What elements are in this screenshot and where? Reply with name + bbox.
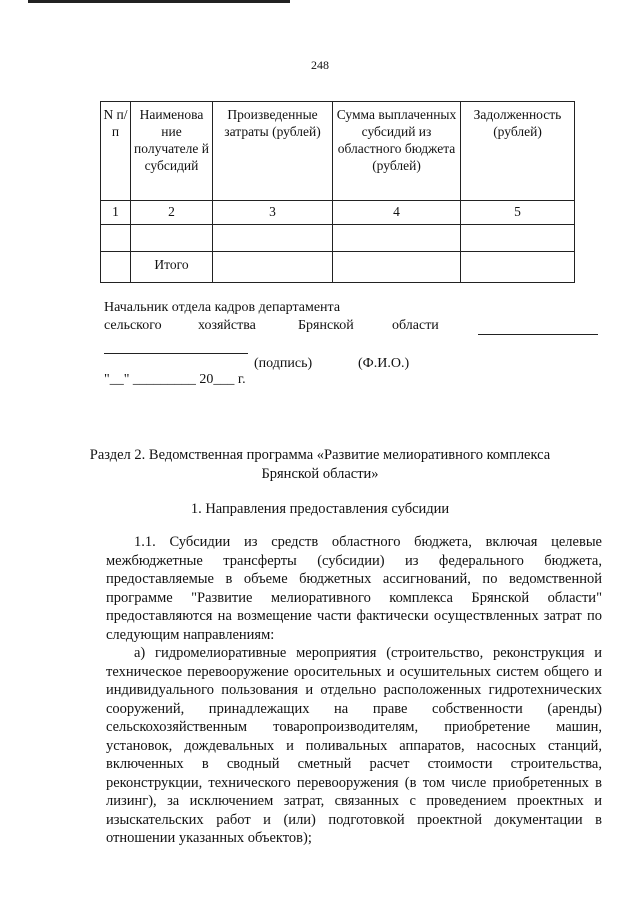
signature-word: Брянской <box>298 318 354 333</box>
paragraph-1-1: 1.1. Субсидии из средств областного бюджета, включая целевые межбюджетные трансферты (субсидии) из федерального бюджета, предоставляемые в объеме бюджетных ассигнований, по ведомственной программе "Развитие мелиоративного комплекса Брянской области" предоставляются на возмещение части фактически осуществленных затрат по следующим направлениям: <box>106 534 602 643</box>
table-cell <box>461 225 575 252</box>
table-cell <box>101 252 131 283</box>
table-empty-row <box>101 225 575 252</box>
total-label: Итого <box>131 252 213 283</box>
table-cell <box>131 225 213 252</box>
table-number-row <box>101 201 575 225</box>
signature-position-line1: Начальник отдела кадров департамента <box>104 300 341 315</box>
sign-label: (подпись) <box>254 356 313 371</box>
subsidy-table <box>100 101 575 283</box>
table-cell <box>101 225 131 252</box>
number-cell: 4 <box>333 201 461 225</box>
table-cell <box>461 252 575 283</box>
number-cell: 1 <box>101 201 131 225</box>
number-cell: 3 <box>213 201 333 225</box>
header-cell: N п/п <box>101 102 131 201</box>
paragraph-a: а) гидромелиоративные мероприятия (строительство, реконструкция и техническое перевооружение оросительных и осушительных систем общего и индивидуального пользования и отдельно расположенных гидротехнических сооружений, принадлежащих на праве собственности (аренды) сельскохозяйственным товаропроизводителям, приобретение машин, установок, дождевальных и поливальных аппаратов, насосных станций, включенных в сводный сметный расчет стоимости строительства, реконструкции, технического перевооружения (в том числе приобретенных в лизинг), за исключением затрат, связанных с проведением проектных и изыскательских работ и (или) подготовкой проектной документации в отношении указанных объектов); <box>106 645 602 846</box>
section-title-line2: Брянской области» <box>261 466 379 482</box>
signature-word: области <box>392 318 439 333</box>
header-cell: Произведенные затраты (рублей) <box>213 102 333 201</box>
number-cell: 2 <box>131 201 213 225</box>
top-border-line <box>28 0 290 3</box>
header-cell: Задолженность (рублей) <box>461 102 575 201</box>
header-cell: Наименова ние получателе й субсидий <box>131 102 213 201</box>
signature-word: хозяйства <box>198 318 256 333</box>
table-cell <box>333 225 461 252</box>
table-total-row <box>101 252 575 283</box>
signature-blank-line <box>478 334 598 335</box>
signature-word: сельского <box>104 318 162 333</box>
page-number: 248 <box>311 58 329 72</box>
date-line: "__" _________ 20___ г. <box>104 372 246 387</box>
header-cell: Сумма выплаченных субсидий из областного бюджета (рублей) <box>333 102 461 201</box>
number-cell: 5 <box>461 201 575 225</box>
name-blank-line <box>104 353 248 354</box>
section-title-line1: Раздел 2. Ведомственная программа «Развитие мелиоративного комплекса <box>89 447 551 463</box>
table-cell <box>213 225 333 252</box>
table-cell <box>333 252 461 283</box>
fio-label: (Ф.И.О.) <box>358 356 410 371</box>
section-subtitle: 1. Направления предоставления субсидии <box>190 501 450 517</box>
table-cell <box>213 252 333 283</box>
table-header-row <box>101 102 575 201</box>
